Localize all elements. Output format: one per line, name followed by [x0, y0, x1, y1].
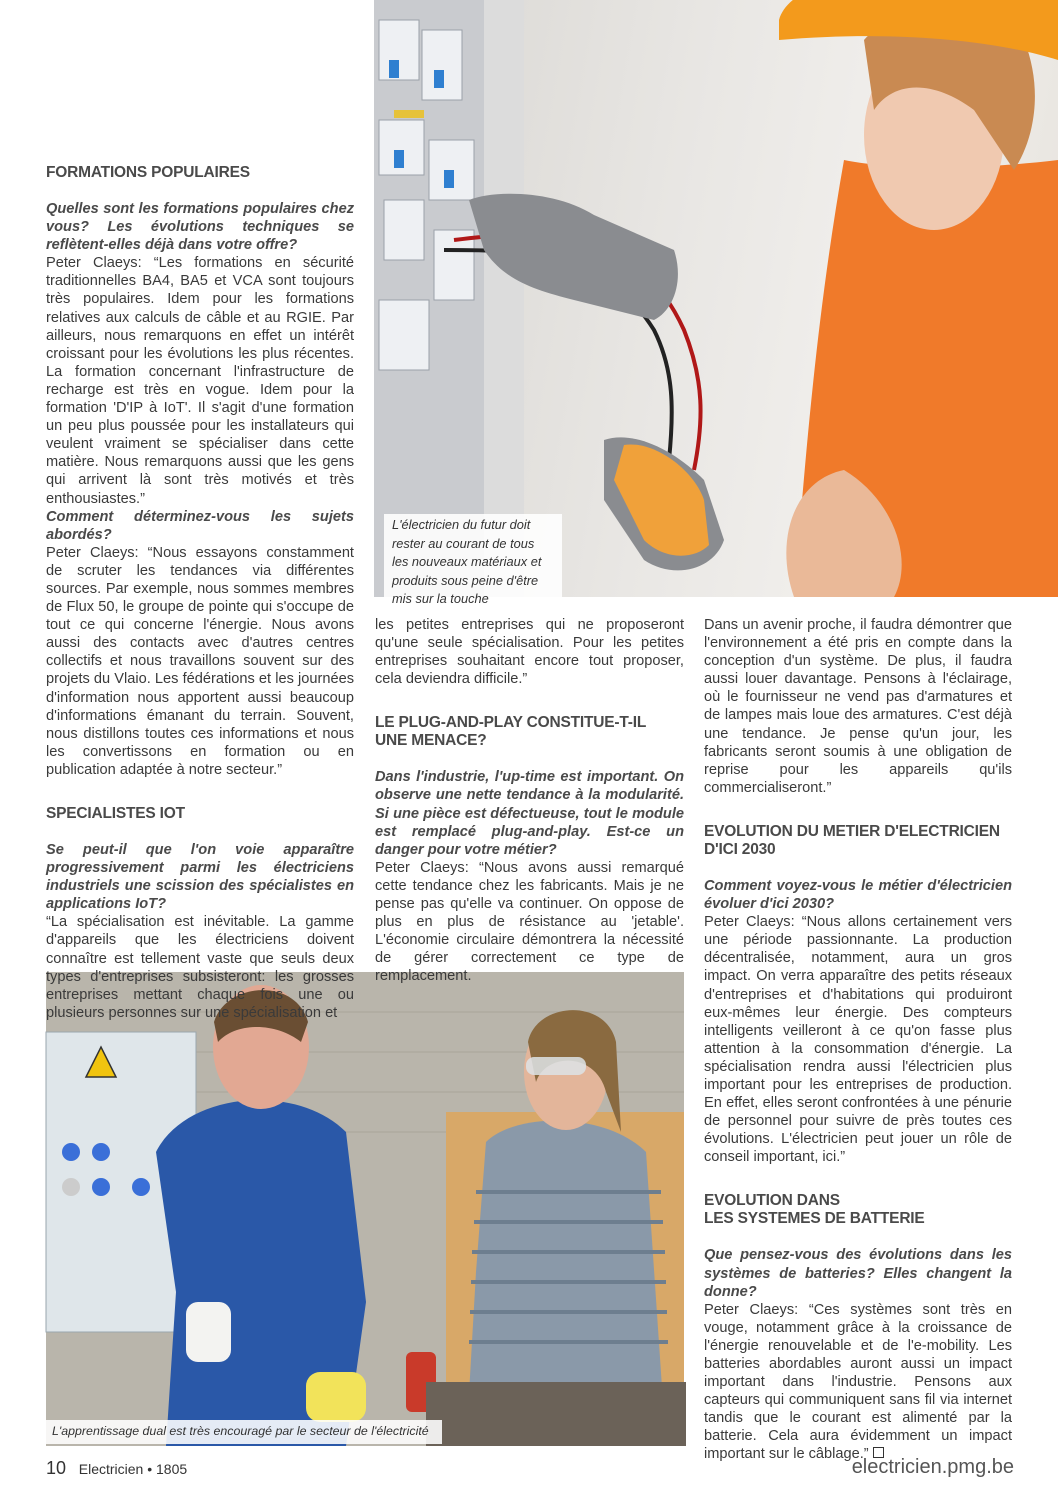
answer-plug-and-play: Peter Claeys: “Nous avons aussi remarqué cette tendance chez les fabricants. Mais je ne pense pas qu'elle va continuer. On oppose de plus en plus de résistance au 'jetable'. L'économie circulaire démontrera la nécessité de gérer correctement ce type de remplacement.: [375, 859, 684, 985]
heading-line: EVOLUTION DANS: [704, 1192, 840, 1210]
answer-evolution-metier: Peter Claeys: “Nous allons certainement vers une période passionnante. La production décentralisée, notamment, aura un gros impact. On verra apparaître des petits réseaux d'entreprises et d'habitations qui produiront eux-mêmes leur énergie. Des compteurs intelligents veilleront à ce qu'on fasse plus attention à la consommation d'énergie. La spécialisation rendra aussi l'électricien plus important pour les entreprises de production. En effet, elles seront confrontées à une pénurie de personnel pour suivre de près toutes ces évolutions. L'électricien peut jouer un rôle de conseil important, ici.”: [704, 914, 1012, 1166]
heading-line: LE PLUG-AND-PLAY CONSTITUE-T-IL: [375, 714, 647, 732]
question-evolution-metier: Comment voyez-vous le métier d'électricien évoluer d'ici 2030?: [704, 877, 1012, 913]
heading-line: UNE MENACE?: [375, 732, 487, 750]
section-heading-plug-and-play: [375, 714, 684, 750]
photo-caption-bottom: L'apprentissage dual est très encouragé par le secteur de l'électricité: [46, 1420, 442, 1444]
footer-folio: [46, 1458, 187, 1479]
page-number: 10: [46, 1458, 67, 1478]
answer-plug-and-play-continued: Dans un avenir proche, il faudra démontrer que l'environnement a été pris en compte dans la conception d'un système. De plus, il faudra aussi louer davantage. Pensons à l'éclairage, où le fournisseur ne vend pas d'armatures et de lampes mais loue des armatures. C'est déjà une tendance. Je pense qu'un jour, les fabricants seront soumis à une obligation de reprise pour les appareils qu'ils commercialiseront.”: [704, 617, 1012, 796]
question-formations: Quelles sont les formations populaires chez vous? Les évolutions techniques se reflètent-elles déjà dans votre offre?: [46, 201, 354, 254]
heading-line: EVOLUTION DU METIER D'ELECTRICIEN: [704, 822, 1000, 840]
column-1: [46, 164, 354, 1022]
section-heading-batterie: [704, 1192, 1012, 1228]
section-heading-specialistes: SPECIALISTES IOT: [46, 805, 185, 822]
question-sujets: Comment déterminez-vous les sujets abordés?: [46, 508, 354, 543]
question-specialistes: Se peut-il que l'on voie apparaître progressivement parmi les électriciens industriels une scission des spécialistes en applications IoT?: [46, 842, 354, 913]
photo-training-workers: [46, 972, 684, 1446]
answer-specialistes-continued: les petites entreprises qui ne proposeront qu'une seule spécialisation. Pour les petites entreprises souhaitant encore tout proposer, cela deviendra difficile.”: [375, 617, 684, 688]
answer-formations: Peter Claeys: “Les formations en sécurité traditionnelles BA4, BA5 et VCA sont toujours très populaires. Idem pour les formations relatives aux calculs de câble et au RGIE. Par ailleurs, nous remarquons en effet un intérêt croissant pour les évolutions les plus récentes. La formation concernant l'infrastructure de recharge est très en vogue. Idem pour la formation 'D'IP à IoT'. Il s'agit d'une formation un peu plus poussée pour les installateurs qui veulent vraiment se spécialiser dans cette matière. Nous remarquons aussi que les gens qui arrivent là sont très motivés et très enthousiastes.”: [46, 255, 354, 507]
photo-caption-top: L'électricien du futur doit rester au courant de tous les nouveaux matériaux et produits sous peine d'être mis sur la touche: [384, 514, 562, 613]
answer-batterie-text: Peter Claeys: “Ces systèmes sont très en vouge, notamment grâce à la croissance de l'énergie renouvelable et de l'e-mobility. Les batteries abordables auront aussi un impact important dans l'industrie. Pensons aux capteurs qui communiquent sans fil via internet tandis que le courant est alimenté par la batterie. Cela aura évidemment un impact important sur le câblage.”: [704, 1301, 1012, 1463]
answer-batterie: [704, 1301, 1012, 1464]
section-heading-formations: FORMATIONS POPULAIRES: [46, 164, 250, 181]
column-3: [704, 616, 1012, 1464]
section-heading-evolution-metier: [704, 823, 1012, 859]
photo-illustration-bottom: [46, 972, 684, 1446]
question-batterie: Que pensez-vous des évolutions dans les systèmes de batteries? Elles changent la donne?: [704, 1247, 1012, 1300]
question-plug-and-play: Dans l'industrie, l'up-time est important. On observe une nette tendance à la modularité. Si une pièce est défectueuse, tout le module est remplacé plug-and-play. Est-ce un danger pour votre métier?: [375, 769, 684, 858]
magazine-issue: Electricien • 1805: [78, 1461, 188, 1477]
column-2: [375, 616, 684, 986]
heading-line: LES SYSTEMES DE BATTERIE: [704, 1210, 925, 1228]
photo-illustration: [374, 0, 1058, 597]
photo-electrician-multimeter: [374, 0, 1058, 606]
answer-specialistes: “La spécialisation est inévitable. La gamme d'appareils que les électriciens doivent connaître est tellement vaste que seuls deux types d'entreprises subsisteront: les grosses entreprises mettant chaque fois une ou plusieurs personnes sur une spécialisation et: [46, 914, 354, 1021]
website-link[interactable]: electricien.pmg.be: [851, 1456, 1014, 1478]
heading-line: D'ICI 2030: [704, 840, 776, 858]
answer-sujets: Peter Claeys: “Nous essayons constamment de scruter les tendances via différentes sources. Par exemple, nous sommes membres de Flux 50, le groupe de pointe qui s'occupe de tout ce qui concerne l'énergie. Nous avons aussi des contacts avec d'autres centres collectifs et nous travaillons souvent sur des projets du Vlaio. Les fédérations et les journées d'information nous apportent aussi beaucoup d'informations émanant du terrain. Souvent, nous distillons toutes ces informations et nous les convertissons en formation ou en publication adaptée à notre secteur.”: [46, 544, 354, 778]
